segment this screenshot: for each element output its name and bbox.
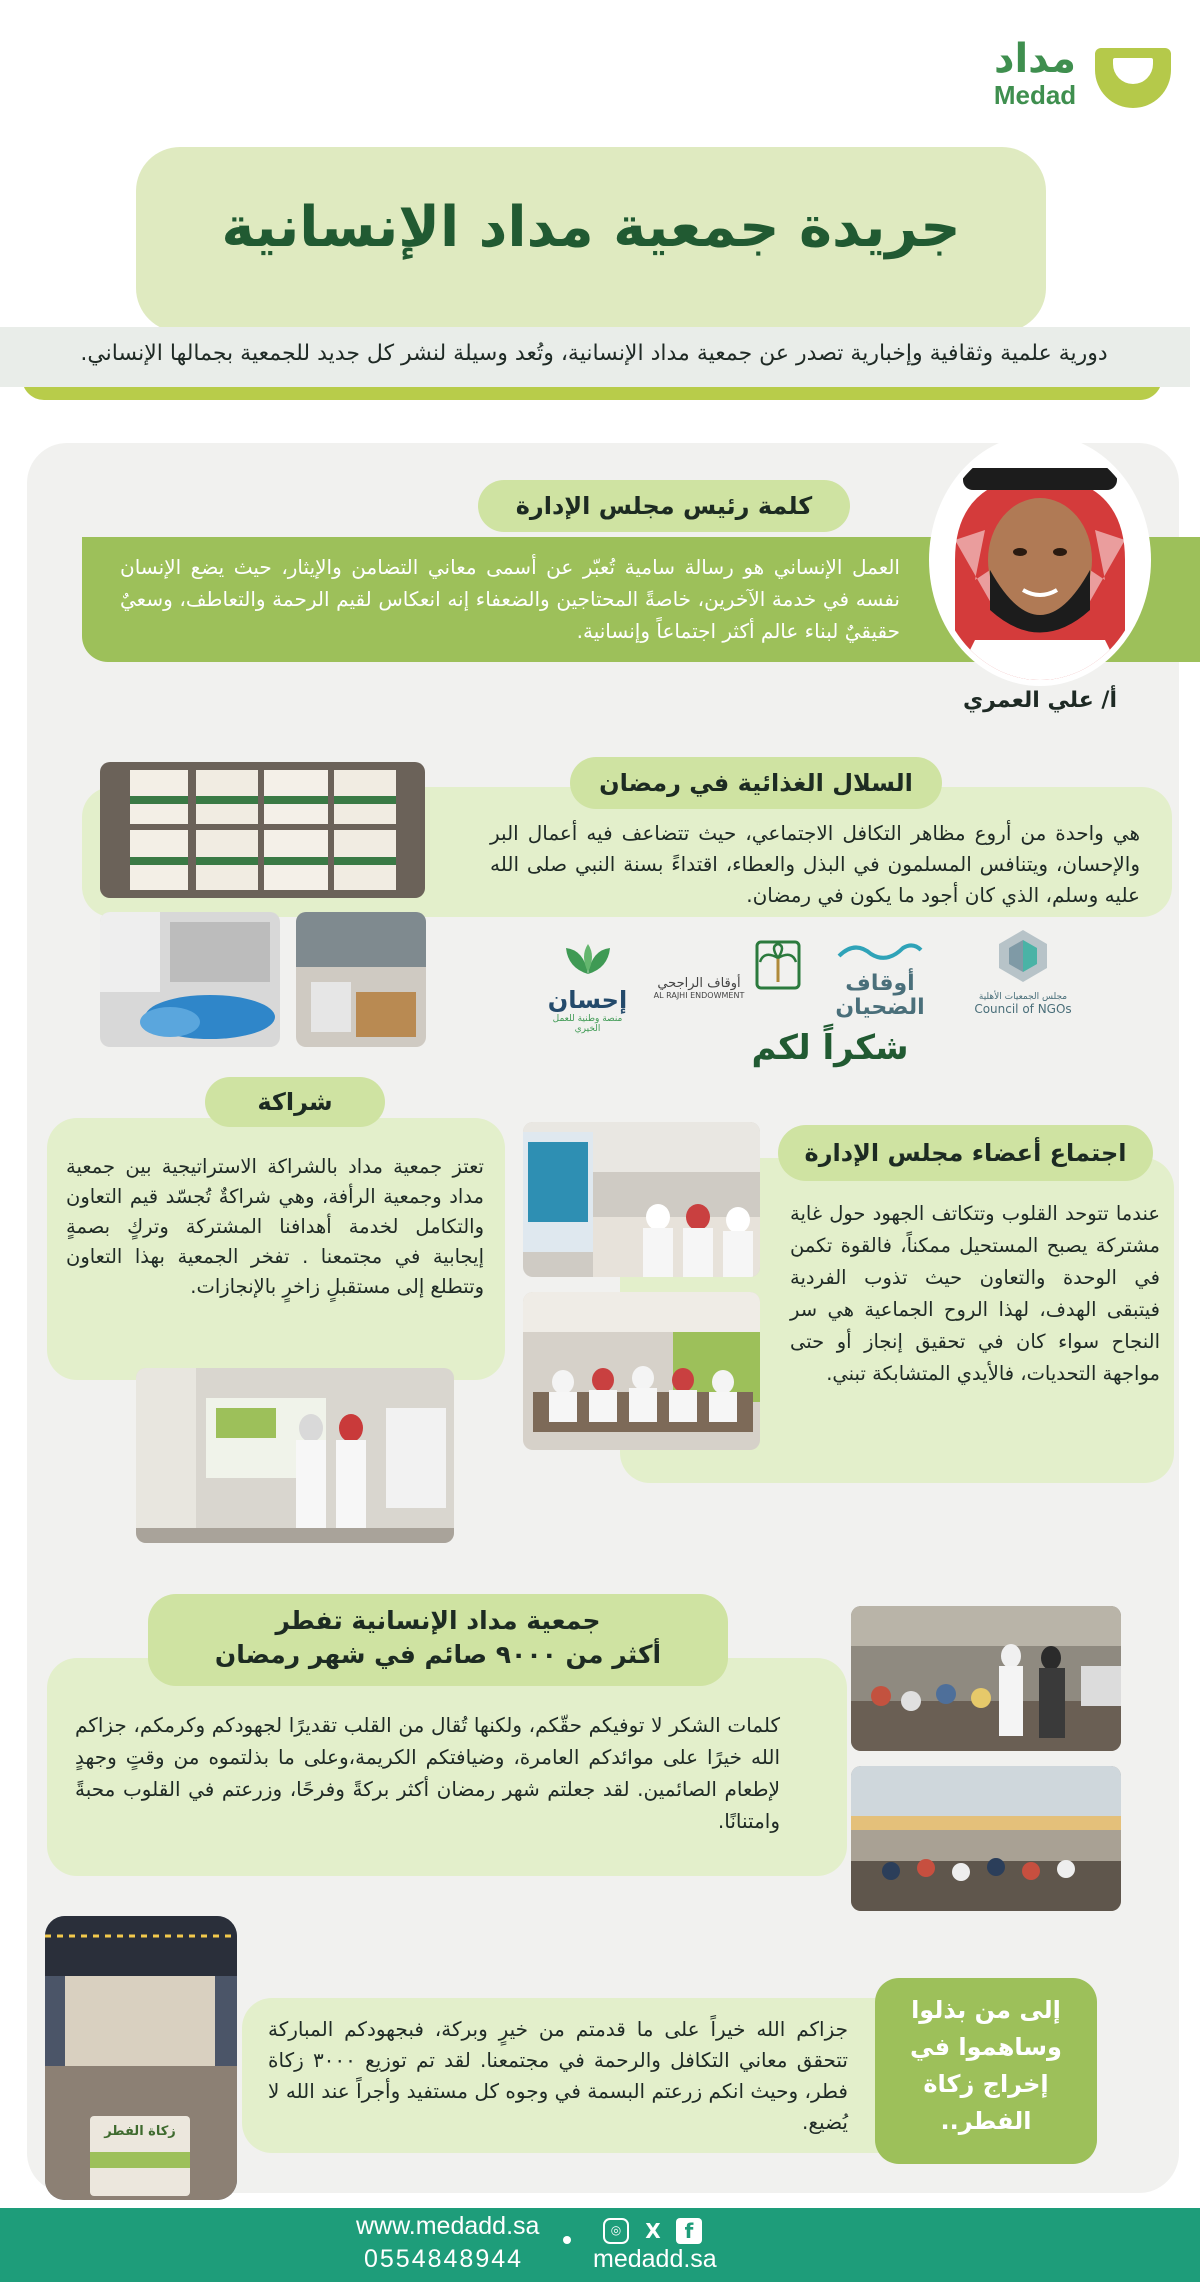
food-baskets-photo-2 [100, 912, 280, 1047]
food-baskets-photo-1 [100, 762, 425, 898]
sponsor-ihsan [540, 942, 635, 1034]
iftar-heading [148, 1594, 728, 1686]
iftar-heading-line2: أكثر من ٩٠٠٠ صائم في شهر رمضان [214, 1640, 662, 1669]
board-meeting-photo-2 [523, 1292, 760, 1450]
medad-logo-icon [1095, 48, 1171, 108]
zakat-photo [45, 1916, 237, 2200]
thanks-text: شكراً لكم [751, 1028, 909, 1068]
iftar-photo-2 [851, 1766, 1121, 1911]
footer-phone[interactable]: 0554848944 [364, 2245, 524, 2273]
sponsor-council-ngos [958, 928, 1088, 1016]
food-baskets-heading: السلال الغذائية في رمضان [570, 757, 942, 809]
logo-text-ar: مداد [993, 36, 1077, 82]
zakat-heading: إلى من بذلوا وساهموا في إخراج زكاة الفطر.. [910, 1996, 1062, 2135]
footer-handle[interactable]: medadd.sa [593, 2245, 717, 2273]
sponsor-ihsan-sub: منصة وطنية للعمل الخيري [552, 1014, 623, 1034]
partnership-text: تعتز جمعية مداد بالشراكة الاستراتيجية بين جمعية مداد وجمعية الرأفة، وهي شراكةٌ تُجسّد قيم التعاون والتكامل لخدمة أهدافنا المشتركة وتركٍ بصمةٍ إيجابية في مجتمعنا . تفخر الجمعية بهذا التعاون وتتطلع إلى مستقبلٍ زاخرٍ بالإنجازات. [66, 1155, 484, 1298]
ihsan-leaf-icon [560, 942, 616, 978]
sponsor-alrajhi-sub: AL RAJHI ENDOWMENT [653, 991, 745, 1000]
food-baskets-photo-3 [296, 912, 426, 1047]
sponsor-ihsan-name: إحسان [547, 986, 628, 1014]
page-subtitle: دورية علمية وثقافية وإخبارية تصدر عن جمعية مداد الإنسانية، وتُعد وسيلة لنشر كل جديد للجمعية بجمالها الإنساني. [80, 341, 1108, 366]
chairman-name: أ/ علي العمري [963, 688, 1117, 713]
iftar-text: كلمات الشكر لا توفيكم حقّكم، ولكنها تُقال من القلب تقديرًا لجهودكم وكرمكم، جزاكم الله خيرًا على موائدكم العامرة، وضيافتكم الكريمة،وعلى ما بذلتموه من وقتٍ وجهدٍ لإطعام الصائمين. لقد جعلتم شهر رمضان أكثر بركةً وفرحًا، وزرعتم في القلوب محبةً وامتنانًا. [75, 1713, 780, 1833]
facebook-icon[interactable]: f [676, 2218, 702, 2244]
chairman-portrait [935, 440, 1145, 680]
instagram-icon[interactable]: ◎ [603, 2218, 629, 2244]
board-meeting-photo-1 [523, 1122, 760, 1277]
sponsor-alrajhi [652, 940, 802, 1022]
council-ngos-icon [995, 928, 1051, 984]
footer-separator-dot [563, 2236, 571, 2244]
food-baskets-text: هي واحدة من أروع مظاهر التكافل الاجتماعي، حيث تتضاعف فيه أعمال البر والإحسان، ويتنافس المسلمون في البذل والعطاء، اقتداءً بسنة النبي صلى الله عليه وسلم، الذي كان أجود ما يكون في رمضان. [490, 821, 1140, 907]
x-icon[interactable]: X [645, 2219, 661, 2243]
partnership-photo [136, 1368, 454, 1543]
footer-website-link[interactable]: www.medadd.sa [356, 2212, 540, 2240]
zakat-text: جزاكم الله خيراً على ما قدمتم من خيرٍ وبركة، فبجهودكم المباركة تتحقق معاني التكافل والرحمة في مجتمعنا. لقد تم توزيع ٣٠٠٠ زكاة فطر، وحيث انكم زرعتم البسمة في وجوه كل مستفيد وأجراً عند الله لا يُضيع. [268, 2017, 848, 2134]
board-meeting-heading: اجتماع أعضاء مجلس الإدارة [778, 1125, 1153, 1181]
iftar-photo-1 [851, 1606, 1121, 1751]
iftar-heading-line1: جمعية مداد الإنسانية تفطر [275, 1606, 601, 1635]
sponsor-aldhuhayan [820, 938, 940, 1020]
sponsor-alrajhi-name: أوقاف الراجحي [657, 976, 741, 991]
aldhuhayan-wave-icon [835, 938, 925, 964]
zakat-box-label: زكاة الفطر [104, 2124, 176, 2139]
sponsor-council-sub: Council of NGOs [974, 1002, 1072, 1016]
sponsor-council-name: مجلس الجمعيات الأهلية [978, 992, 1068, 1002]
page-title: جريدة جمعية مداد الإنسانية [221, 195, 961, 260]
sponsor-aldhuhayan-name: أوقاف الضحيان [835, 971, 925, 1020]
logo-text-en: Medad [993, 80, 1077, 110]
board-meeting-text: عندما تتوحد القلوب وتتكاتف الجهود حول غاية مشتركة يصبح المستحيل ممكناً، فالقوة تكمن في الوحدة والتعاون حيث تذوب الفردية فيتبقى الهدف، لهذا الروح الجماعية هي سر النجاح سواء كان في تحقيق إنجاز أو حتى مواجهة التحديات، فالأيدي المتشابكة تبني. [790, 1202, 1160, 1385]
chairman-text: العمل الإنساني هو رسالة سامية تُعبّر عن أسمى معاني التضامن والإيثار، حيث يضع الإنسان نفسه في خدمة الآخرين، خاصةً المحتاجين والضعفاء إنه انعكاس لقيم الرحمة والتعاطف، وسعيٌ حقيقيٌ لبناء عالم أكثر اجتماعاً وإنسانية. [120, 555, 900, 643]
chairman-heading: كلمة رئيس مجلس الإدارة [478, 480, 850, 532]
partnership-heading: شراكة [205, 1077, 385, 1127]
